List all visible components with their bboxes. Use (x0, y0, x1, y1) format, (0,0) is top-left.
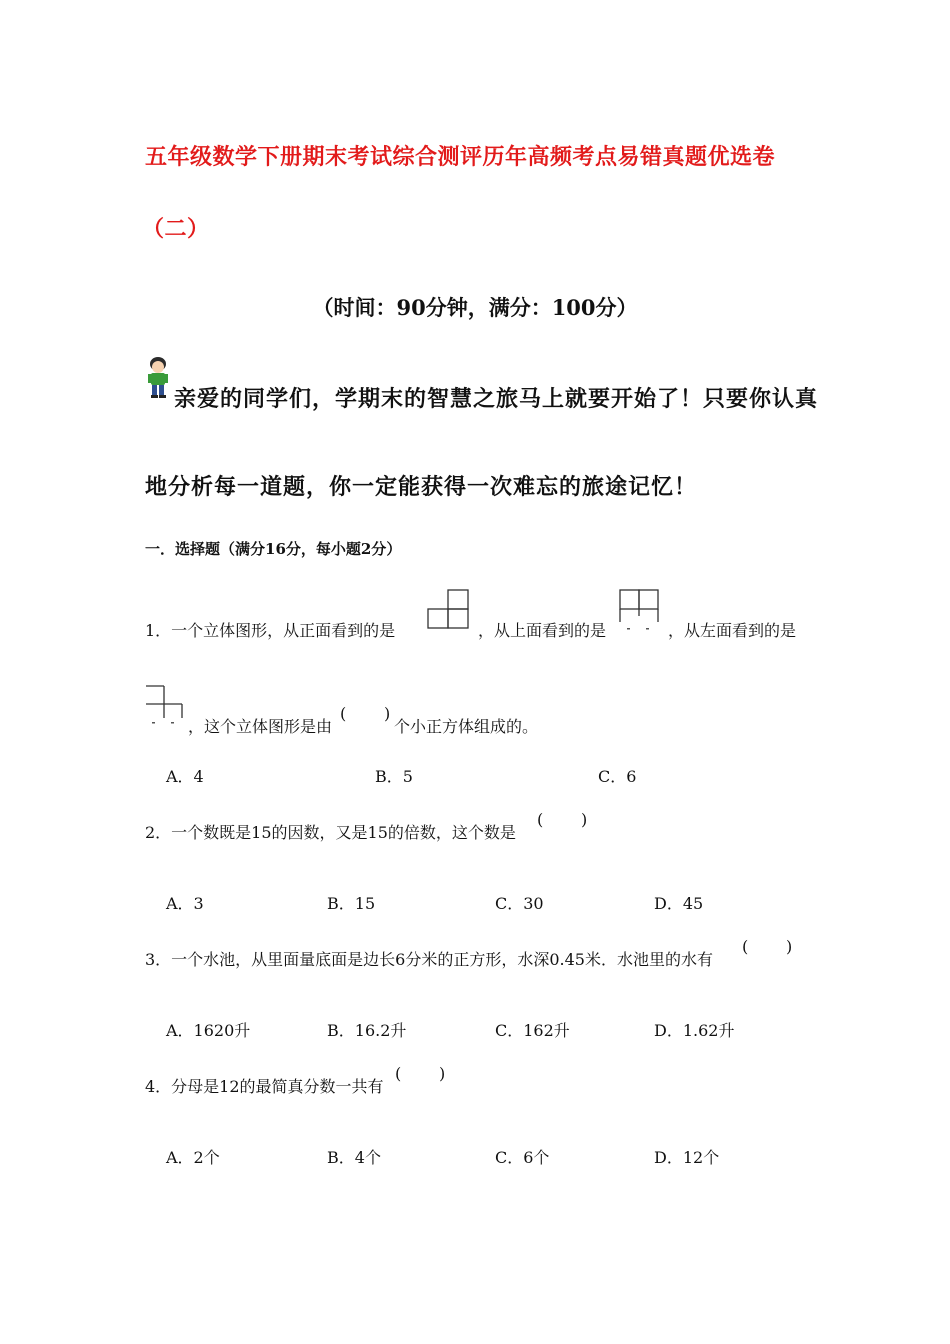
q2-option-a[interactable]: A．3 (166, 894, 204, 913)
q1-answer-blank[interactable]: ( ) (340, 704, 391, 723)
q4-option-d[interactable]: D．12个 (654, 1148, 720, 1167)
q4-option-c[interactable]: C．6个 (495, 1148, 550, 1167)
q4-option-a[interactable]: A．2个 (166, 1148, 220, 1167)
q1-text-part1: 1．一个立体图形，从正面看到的是 (145, 621, 396, 640)
q4-text: 4．分母是12的最简真分数一共有 (145, 1077, 384, 1096)
q1-text-part3: ，从左面看到的是 (668, 621, 797, 640)
front-view-figure (426, 588, 470, 630)
q2-answer-blank[interactable]: ( ) (537, 810, 588, 829)
intro-line1: 亲爱的同学们，学期末的智慧之旅马上就要开始了！只要你认真 (174, 386, 819, 412)
section-heading-choice: 一．选择题（满分16分，每小题2分） (145, 540, 402, 558)
q1-option-c[interactable]: C．6 (598, 767, 637, 786)
q4-option-b[interactable]: B．4个 (327, 1148, 381, 1167)
q3-option-b[interactable]: B．16.2升 (327, 1021, 407, 1040)
q2-text: 2．一个数既是15的因数，又是15的倍数，这个数是 (145, 823, 516, 842)
q1-option-b[interactable]: B．5 (375, 767, 413, 786)
document-title-line1: 五年级数学下册期末考试综合测评历年高频考点易错真题优选卷 (145, 144, 776, 170)
q1-option-a[interactable]: A．4 (166, 767, 204, 786)
q3-answer-blank[interactable]: ( ) (742, 937, 793, 956)
top-view-figure (618, 588, 660, 632)
q1-text-part4: ，这个立体图形是由 (188, 717, 333, 736)
q3-option-a[interactable]: A．1620升 (166, 1021, 251, 1040)
q4-answer-blank[interactable]: ( ) (395, 1064, 446, 1083)
intro-line2: 地分析每一道题，你一定能获得一次难忘的旅途记忆！ (145, 474, 698, 500)
q2-option-b[interactable]: B．15 (327, 894, 376, 913)
q1-text-part2: ，从上面看到的是 (478, 621, 607, 640)
q3-option-c[interactable]: C．162升 (495, 1021, 570, 1040)
q2-option-d[interactable]: D．45 (654, 894, 704, 913)
left-view-figure (144, 684, 184, 726)
document-title-line2: （二） (142, 216, 210, 242)
q2-option-c[interactable]: C．30 (495, 894, 544, 913)
student-mascot-icon (144, 356, 172, 400)
q1-text-part5: 个小正方体组成的。 (394, 717, 539, 736)
exam-time-info: （时间：90分钟，满分：100分） (312, 295, 638, 320)
q3-text: 3．一个水池，从里面量底面是边长6分米的正方形，水深0.45米．水池里的水有 (145, 950, 713, 969)
q3-option-d[interactable]: D．1.62升 (654, 1021, 735, 1040)
